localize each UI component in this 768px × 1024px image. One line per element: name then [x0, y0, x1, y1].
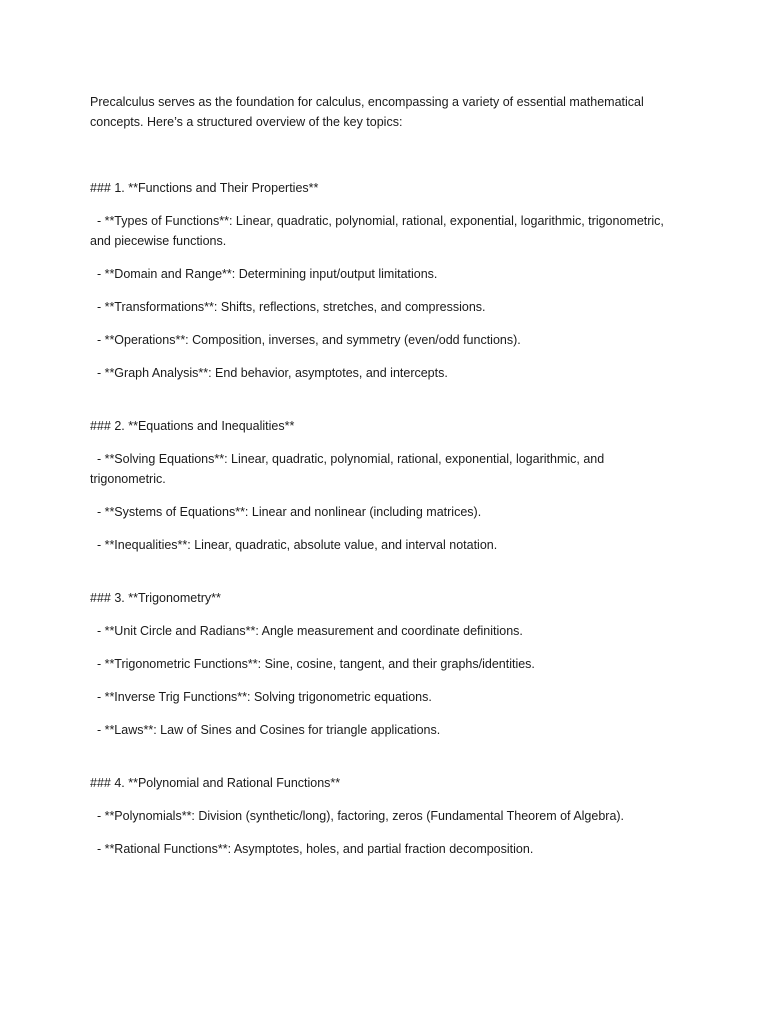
- bullet-item: - **Domain and Range**: Determining input/output limitations.: [90, 267, 438, 281]
- bullet-item: - **Laws**: Law of Sines and Cosines for triangle applications.: [90, 723, 441, 737]
- section-heading: ### 1. **Functions and Their Properties**: [90, 181, 319, 195]
- bullet-item: - **Solving Equations**: Linear, quadratic, polynomial, rational, exponential, logarithmic, and trigonometric.: [90, 452, 605, 486]
- bullet-item: - **Systems of Equations**: Linear and nonlinear (including matrices).: [90, 505, 482, 519]
- section-equations: [90, 416, 678, 555]
- section-functions: [90, 178, 678, 383]
- bullet-item: - **Transformations**: Shifts, reflections, stretches, and compressions.: [90, 300, 486, 314]
- bullet-item: - **Inverse Trig Functions**: Solving trigonometric equations.: [90, 690, 432, 704]
- bullet-item: - **Operations**: Composition, inverses, and symmetry (even/odd functions).: [90, 333, 521, 347]
- section-polynomials: [90, 773, 678, 859]
- intro-paragraph: Precalculus serves as the foundation for calculus, encompassing a variety of essential mathematical concepts. Here’s a structured overview of the key topics:: [90, 95, 644, 129]
- bullet-item: - **Graph Analysis**: End behavior, asymptotes, and intercepts.: [90, 366, 448, 380]
- bullet-item: - **Trigonometric Functions**: Sine, cosine, tangent, and their graphs/identities.: [90, 657, 535, 671]
- section-heading: ### 3. **Trigonometry**: [90, 591, 221, 605]
- bullet-item: - **Inequalities**: Linear, quadratic, absolute value, and interval notation.: [90, 538, 498, 552]
- document-page: [90, 92, 678, 872]
- section-trigonometry: [90, 588, 678, 740]
- bullet-item: - **Types of Functions**: Linear, quadratic, polynomial, rational, exponential, logarithmic, trigonometric, and piecewise functions.: [90, 214, 664, 248]
- bullet-item: - **Unit Circle and Radians**: Angle measurement and coordinate definitions.: [90, 624, 523, 638]
- section-heading: ### 4. **Polynomial and Rational Functions**: [90, 776, 341, 790]
- section-heading: ### 2. **Equations and Inequalities**: [90, 419, 295, 433]
- bullet-item: - **Polynomials**: Division (synthetic/long), factoring, zeros (Fundamental Theorem of Algebra).: [90, 809, 625, 823]
- bullet-item: - **Rational Functions**: Asymptotes, holes, and partial fraction decomposition.: [90, 842, 534, 856]
